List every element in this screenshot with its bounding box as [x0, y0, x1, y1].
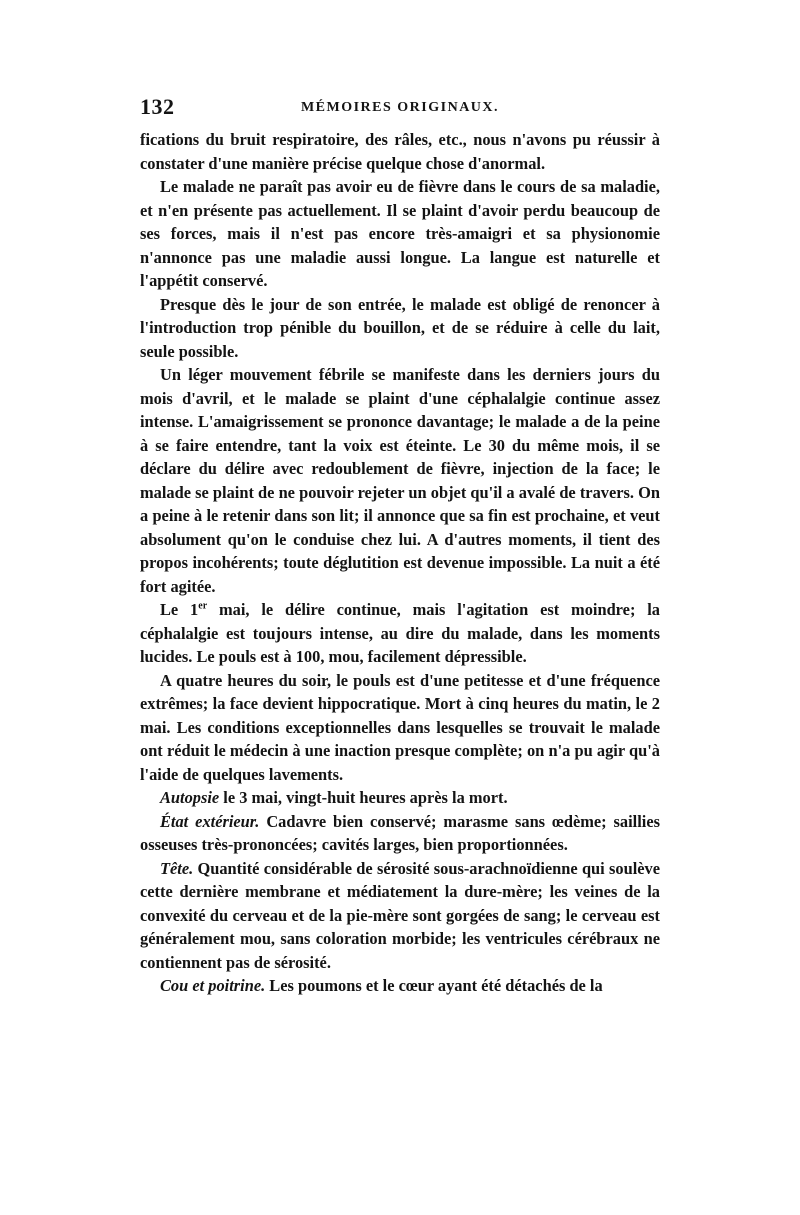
paragraph-text: Les poumons et le cœur ayant été détachés de la [265, 976, 603, 995]
running-title: MÉMOIRES ORIGINAUX. [300, 100, 500, 115]
paragraph-autopsy [140, 786, 660, 810]
paragraph-continuation [140, 128, 660, 175]
paragraph-text: Cadavre bien conservé; marasme sans œdème; saillies osseuses très-prononcées; cavités larges, bien proportionnées. [140, 811, 660, 854]
paragraph-text: Un léger mouvement fébrile se manifeste dans les derniers jours du mois d'avril, et le malade se plaint d'une céphalalgie continue assez intense. L'amaigrissement se prononce davantage; le malade a de la peine à se faire entendre, tant la voix est éteinte. Le 30 du même mois, il se déclare du délire avec redoublement de fièvre, injection de la face; le malade se plaint de ne pouvoir rejeter un objet qu'il a avalé de travers. On a peine à le retenir dans son lit; il annonce que sa fin est prochaine, et veut absolument qu'on le conduise chez lui. A d'autres moments, il tient des propos incohérents; toute déglutition est devenue impossible. La nuit a été fort agitée. [140, 365, 660, 596]
paragraph-fever [140, 175, 660, 293]
paragraph-text: A quatre heures du soir, le pouls est d'une petitesse et d'une fréquence extrêmes; la face devient hippocratique. Mort à cinq heures du matin, le 2 mai. Les conditions exceptionnelles dans lesquelles se trouvait le malade ont réduit le médecin à une inaction presque complète; on n'a pu agir qu'à l'aide de quelques lavements. [140, 670, 660, 784]
section-lead-exterior: État extérieur. [160, 811, 260, 831]
paragraph-neck-chest [140, 974, 660, 998]
paragraph-exterior [140, 810, 660, 857]
paragraph-head [140, 857, 660, 975]
paragraph-death [140, 669, 660, 787]
section-lead-neck-chest: Cou et poitrine. [160, 976, 266, 995]
paragraph-text: fications du bruit respiratoire, des râles, etc., nous n'avons pu réussir à constater d'une manière précise quelque chose d'anormal. [140, 130, 660, 173]
section-lead-autopsy: Autopsie [160, 788, 220, 807]
paragraph-text: Quantité considérable de sérosité sous-arachnoïdienne qui soulève cette dernière membrane et médiatement la dure-mère; les veines de la convexité du cerveau et de la pie-mère sont gorgées de sang; le cerveau est généralement mou, sans coloration morbide; les ventricules cérébraux ne contiennent pas de sérosité. [140, 858, 660, 972]
paragraph-diet [140, 293, 660, 364]
paragraph-text: le 3 mai, vingt-huit heures après la mort. [219, 788, 508, 807]
date-lead: Le 1 [160, 600, 199, 619]
body-text [140, 128, 660, 998]
paragraph-text: mai, le délire continue, mais l'agitation est moindre; la céphalalgie est toujours intense, au dire du malade, dans les moments lucides. Le pouls est à 100, mou, facilement dépressible. [140, 600, 660, 666]
page-number: 132 [140, 94, 175, 119]
page-header [140, 94, 660, 128]
paragraph-delirium [140, 363, 660, 598]
paragraph-text: Presque dès le jour de son entrée, le malade est obligé de renoncer à l'introduction trop pénible du bouillon, et de se réduire à celle du lait, seule possible. [140, 294, 660, 361]
paragraph-text: Le malade ne paraît pas avoir eu de fièvre dans le cours de sa maladie, et n'en présente pas actuellement. Il se plaint d'avoir perdu beaucoup de ses forces, mais il n'est pas encore très-amaigri et sa physionomie n'annonce pas une maladie aussi longue. La langue est naturelle et l'appétit conservé. [140, 177, 660, 290]
book-page [140, 94, 660, 998]
ordinal-suffix: er [198, 600, 208, 612]
paragraph-may-first [140, 598, 660, 669]
section-lead-head: Tête. [160, 858, 194, 878]
